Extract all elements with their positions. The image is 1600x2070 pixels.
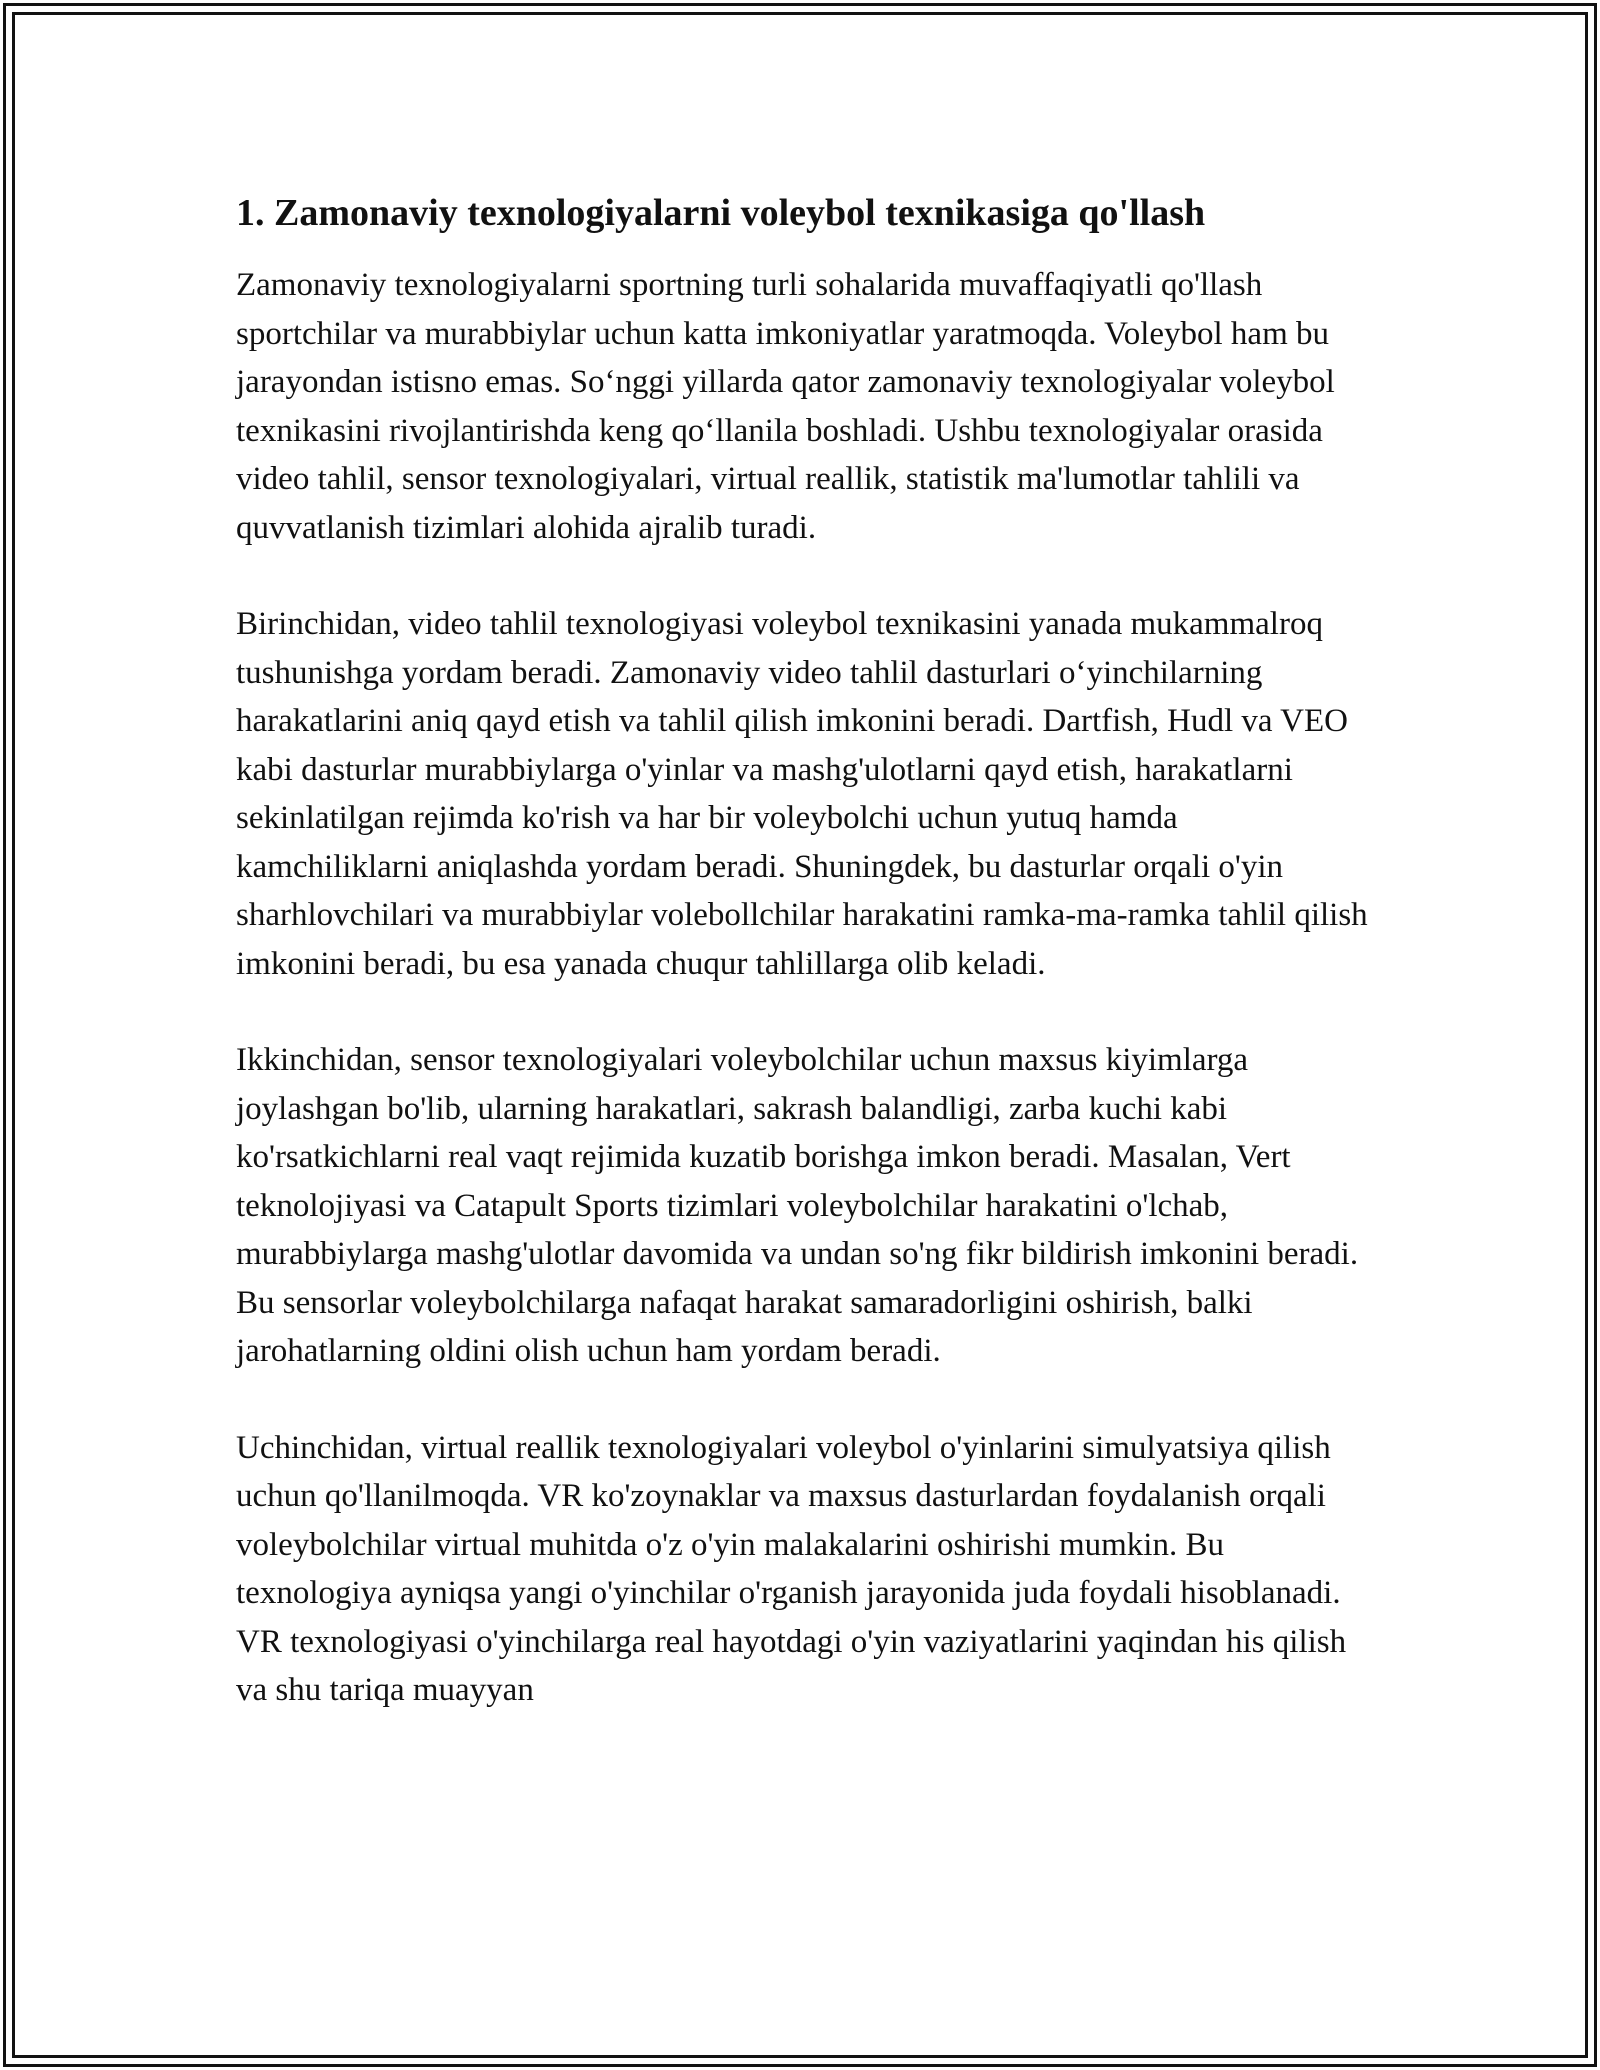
- paragraph-virtual-reality: Uchinchidan, virtual reallik texnologiyalari voleybol o'yinlarini simulyatsiya qilish uchun qo'llanilmoqda. VR ko'zoynaklar va maxsus dasturlardan foydalanish orqali voleybolchilar virtual muhitda o'z o'yin malakalarini oshirishi mumkin. Bu texnologiya ayniqsa yangi o'yinchilar o'rganish jarayonida juda foydali hisoblanadi. VR texnologiyasi o'yinchilarga real hayotdagi o'yin vaziyatlarini yaqindan his qilish va shu tariqa muayyan: [236, 1429, 1347, 1708]
- paragraph-video-analysis: Birinchidan, video tahlil texnologiyasi voleybol texnikasini yanada mukammalroq tushunishga yordam beradi. Zamonaviy video tahlil dasturlari o‘yinchilarning harakatlarini aniq qayd etish va tahlil qilish imkonini beradi. Dartfish, Hudl va VEO kabi dasturlar murabbiylarga o'yinlar va mashg'ulotlarni qayd etish, harakatlarni sekinlatilgan rejimda ko'rish va har bir voleybolchi uchun yutuq hamda kamchiliklarni aniqlashda yordam beradi. Shuningdek, bu dasturlar orqali o'yin sharhlovchilari va murabbiylar volebollchilar harakatini ramka-ma-ramka tahlil qilish imkonini beradi, bu esa yanada chuqur tahlillarga olib keladi.: [236, 606, 1368, 982]
- document-body: [236, 183, 1376, 1763]
- paragraph-sensor-technology: Ikkinchidan, sensor texnologiyalari voleybolchilar uchun maxsus kiyimlarga joylashgan bo'lib, ularning harakatlari, sakrash balandligi, zarba kuchi kabi ko'rsatkichlarni real vaqt rejimida kuzatib borishga imkon beradi. Masalan, Vert teknolojiyasi va Catapult Sports tizimlari voleybolchilar harakatini o'lchab, murabbiylarga mashg'ulotlar davomida va undan so'ng fikr bildirish imkonini beradi. Bu sensorlar voleybolchilarga nafaqat harakat samaradorligini oshirish, balki jarohatlarning oldini olish uchun ham yordam beradi.: [236, 1042, 1359, 1369]
- paragraph-intro: Zamonaviy texnologiyalarni sportning turli sohalarida muvaffaqiyatli qo'llash sportchilar va murabbiylar uchun katta imkoniyatlar yaratmoqda. Voleybol ham bu jarayondan istisno emas. So‘nggi yillarda qator zamonaviy texnologiyalar voleybol texnikasini rivojlantirishda keng qo‘llanila boshladi. Ushbu texnologiyalar orasida video tahlil, sensor texnologiyalari, virtual reallik, statistik ma'lumotlar tahlili va quvvatlanish tizimlari alohida ajralib turadi.: [236, 267, 1335, 546]
- section-heading: 1. Zamonaviy texnologiyalarni voleybol texnikasiga qo'llash: [236, 192, 1206, 234]
